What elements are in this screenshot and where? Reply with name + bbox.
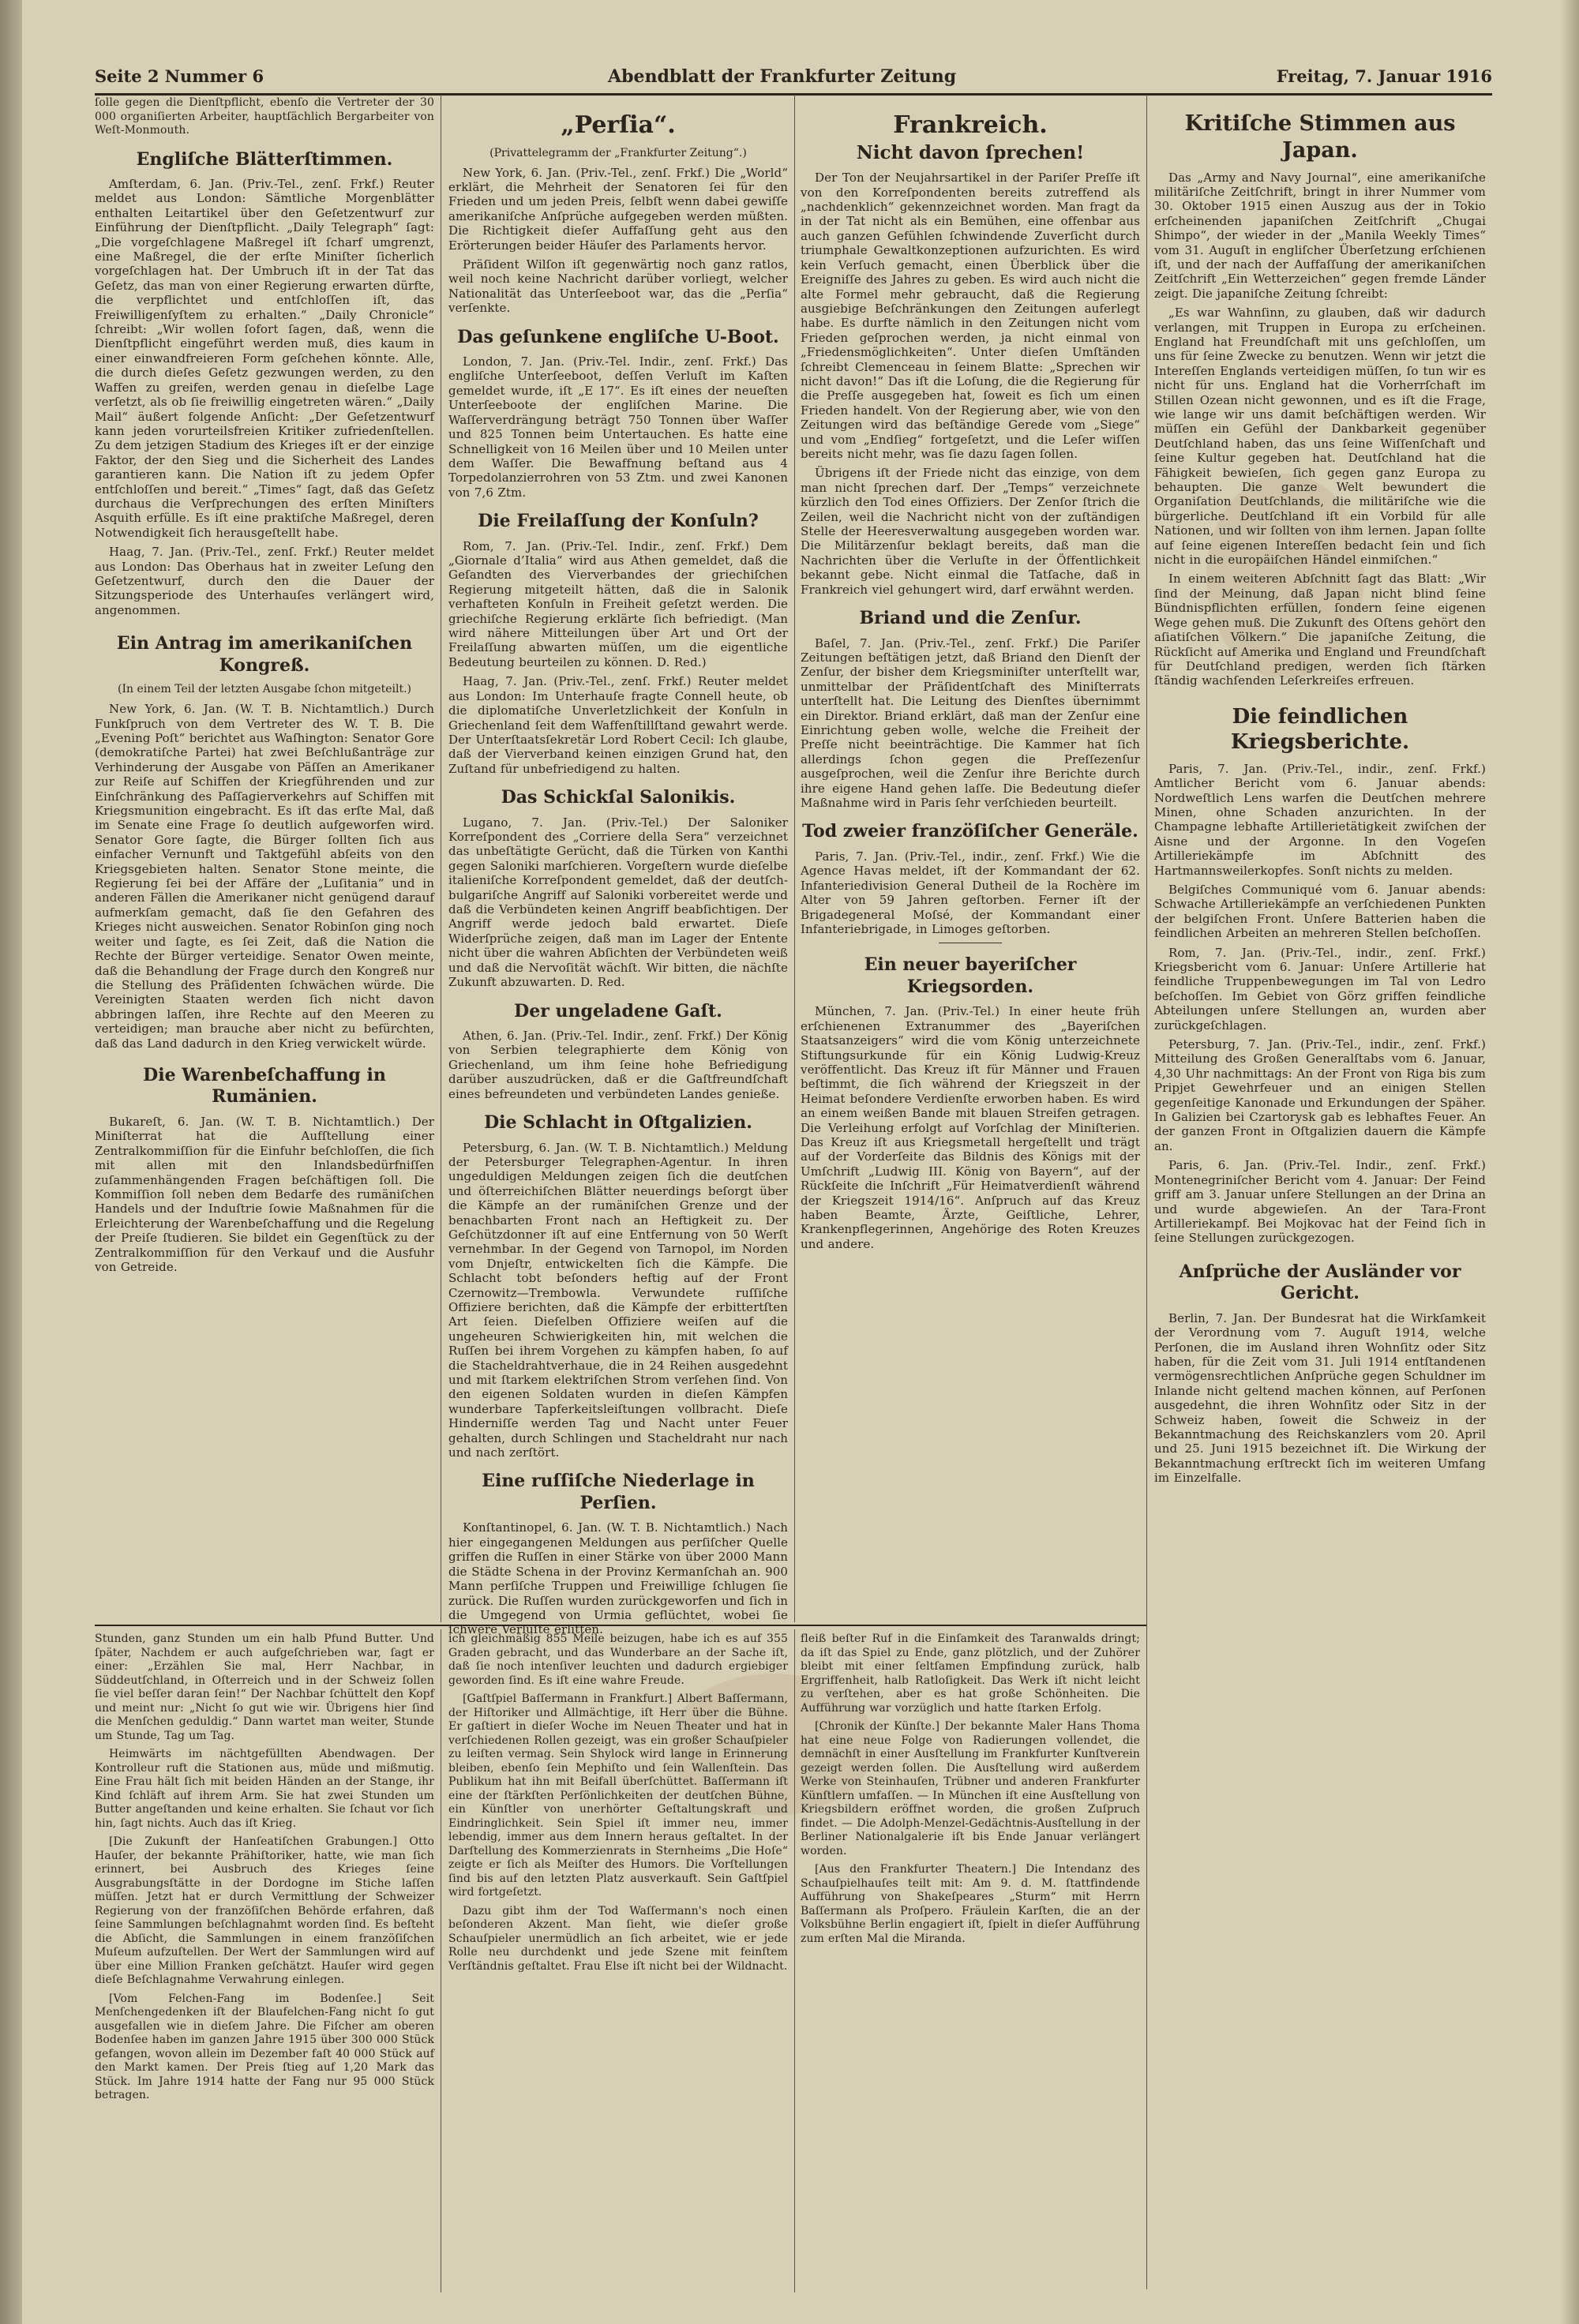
article-text: Übrigens iſt der Friede nicht das einzige, von dem man nicht ſprechen darf. Der „Temps“ verzeichnete kürzlich den Tod eines Offiziers. Der Zenſor ſtrich die Zeilen, weil die Nachricht nicht von der zuſtändigen Stelle der Heeresverwaltung ausgegeben worden war. Die Militärzenſur beklagt bereits, daß man die Nachrichten über die Verluſte in der Öffentlichkeit bekannt gebe. Nicht einmal die Tatſache, daß in Frankreich viel gehungert wird, darf erwähnt werden. xyxy=(801,466,1140,597)
feuilleton-text: fleiß beſter Ruf in die Einſamkeit des Taranwalds dringt; da iſt das Spiel zu Ende, ganz plötzlich, und der Zuhörer bleibt mit einer ſeltſamen Empfindung zurück, halb Ergriffenheit, halb Ratloſigkeit. Das Werk iſt nicht leicht zu verſtehen, aber es hat große Schönheiten. Die Aufführung war vorzüglich und hatte ſtarken Erfolg. xyxy=(801,1632,1140,1715)
headline: Tod zweier franzöſiſcher Generäle. xyxy=(802,821,1138,842)
headline: Der ungeladene Gaſt. xyxy=(514,1000,722,1021)
article-text: Paris, 6. Jan. (Priv.-Tel. Indir., zenſ. Frkf.) Montenegriniſcher Bericht vom 4. Januar: Der Feind griff am 3. Januar unſere Stellungen an der Drina an und wurde abgewieſen. An der Tara-Front Artilleriekampf. Bei Mojkovac hat der Feind ſich in ſeine Stellungen zurückgezogen. xyxy=(1154,1158,1486,1246)
feuilleton-column-1 xyxy=(95,1632,434,2296)
header-left: Seite 2 Nummer 6 xyxy=(95,66,264,86)
article-text: Konſtantinopel, 6. Jan. (W. T. B. Nichtamtlich.) Nach hier eingegangenen Meldungen aus perſiſcher Quelle griffen die Ruſſen in einer Stärke von über 2000 Mann die Städte Schena in der Provinz Kermanſchah an. 900 Mann perſiſche Truppen und Freiwillige ſchlugen ſie zurück. Die Ruſſen wurden zurückgeworfen und ſich in die Umgegend von Urmia geflüchtet, wobei ſie ſchwere Verluſte erlitten. xyxy=(448,1520,788,1637)
headline: Briand und die Zenſur. xyxy=(859,608,1082,629)
article-text: Paris, 7. Jan. (Priv.-Tel., indir., zenſ. Frkf.) Amtlicher Bericht vom 6. Januar abends: Nordweſtlich Lens warfen die Deutſchen mehrere Minen, ohne Schaden anzurichten. In der Champagne lebhafte Artillerietätigkeit zwiſchen der Aisne und der Argonne. In den Vogeſen Artilleriekämpfe im Abſchnitt des Hartmannsweilerkopfes. Sonſt nichts zu melden. xyxy=(1154,761,1486,878)
article-text: Belgiſches Communiqué vom 6. Januar abends: Schwache Artilleriekämpfe an verſchiedenen Punkten der belgiſchen Front. Unſere Batterien haben die feindlichen Arbeiten an mehreren Stellen beſchoſſen. xyxy=(1154,882,1486,941)
article-text: Amſterdam, 6. Jan. (Priv.-Tel., zenſ. Frkf.) Reuter meldet aus London: Sämtliche Morgenblätter enthalten Leitartikel über den Geſetzentwurf zur Einführung der Dienſtpflicht. „Daily Telegraph“ ſagt: „Die vorgeſchlagene Maßregel iſt ſcharf umgrenzt, eine Maßregel, die der erſte Miniſter ſicherlich vorgeſchlagen hat. Der Umbruch iſt in der Tat das Geſetz, das man von einer Regierung erwarten dürfte, die verpflichtet und entſchloſſen iſt, das Freiwilligenſyſtem zu erhalten.“ „Daily Chronicle“ ſchreibt: „Wir wollen ſofort ſagen, daß, wenn die Dienſtpflicht eingeführt werden muß, dies kaum in einer einwandfreieren Form geſchehen könnte. Alle, die durch dieſes Geſetz gezwungen werden, zu den Waffen zu greifen, werden genau in dieſelbe Lage verſetzt, als ob ſie freiwillig eingetreten wären.“ „Daily Mail“ äußert folgende Anſicht: „Der Geſetzentwurf kann jeden vorurteilsfreien Kritiker zufriedenſtellen. Zu dem jetzigen Stadium des Krieges iſt er der einzige Faktor, der den Sieg und die Sicherheit des Landes garantieren kann. Die Nation iſt zu jedem Opfer entſchloſſen und bereit.“ „Times“ ſagt, daß das Geſetz durchaus die Verſprechungen des erſten Miniſters Asquith erfülle. Es iſt eine praktiſche Maßregel, deren Notwendigkeit ſich herausgeſtellt habe. xyxy=(95,177,434,540)
feuilleton-column-3 xyxy=(801,1632,1140,2296)
article-text: Rom, 7. Jan. (Priv.-Tel., indir., zenſ. Frkf.) Kriegsbericht vom 6. Januar: Unſere Artillerie hat feindliche Truppenbewegungen im Tal von Ledro beſchoſſen. Im Gebiet von Görz griffen feindliche Abteilungen unſere Stellungen an, wurden aber zurückgeſchlagen. xyxy=(1154,945,1486,1033)
headline: Anſprüche der Ausländer vor Gericht. xyxy=(1179,1261,1461,1304)
article-text: München, 7. Jan. (Priv.-Tel.) In einer heute früh erſchienenen Extranummer des „Bayeriſchen Staatsanzeigers“ wird die vom König unterzeichnete Stiftungsurkunde für ein König Ludwig-Kreuz veröffentlicht. Das Kreuz iſt für Männer und Frauen beſtimmt, die ſich während der Kriegszeit in der Heimat beſondere Verdienſte erworben haben. Es wird an einem weißen Bande mit blauen Streifen getragen. Die Verleihung erfolgt auf Vorſchlag der Miniſterien. Das Kreuz iſt aus Kriegsmetall hergeſtellt und trägt auf der Vorderſeite das Bildnis des Königs mit der Umſchrift „Ludwig III. König von Bayern“, auf der Rückſeite die Inſchrift „Für Heimatverdienſt während der Kriegszeit 1914/16“. Anſpruch auf das Kreuz haben Beamte, Ärzte, Geiſtliche, Lehrer, Krankenpflegerinnen, Angehörige des Roten Kreuzes und andere. xyxy=(801,1004,1140,1251)
headline: Eine ruſſiſche Niederlage in Perſien. xyxy=(482,1471,755,1513)
article-text: Petersburg, 7. Jan. (Priv.-Tel., indir., zenſ. Frkf.) Mitteilung des Großen Generalſtabs vom 6. Januar, 4,30 Uhr nachmittags: An der Front von Riga bis zum Pripjet Gewehrfeuer und an einigen Stellen gegenſeitige Kanonade und Erkundungen der Späher. In Galizien bei Czartorysk gab es lebhaftes Feuer. An der ganzen Front in Oſtgalizien dauern die Kämpfe an. xyxy=(1154,1037,1486,1153)
article-text: Athen, 6. Jan. (Priv.-Tel. Indir., zenſ. Frkf.) Der König von Serbien telegraphierte dem König von Griechenland, um ihm ſeine hohe Befriedigung darüber auszudrücken, daß er die Gaſtfreundſchaft eines befreundeten und verbündeten Landes genieße. xyxy=(448,1029,788,1101)
headline: Frankreich. xyxy=(893,111,1048,139)
headline: Die feindlichen Kriegsberichte. xyxy=(1230,704,1410,755)
article-text: Der Ton der Neujahrsartikel in der Pariſer Preſſe iſt von den Korreſpondenten bereits zutreffend als „nachdenklich“ gekennzeichnet worden. Man fragt da in der Tat nicht als ein Bemühen, eine offenbar aus auch ganzen Gefühlen ſchwindende Zuverſicht durch triumphale Gewaltkonzeptionen aufzurichten. Es wird kein Verſuch gemacht, einen Überblick über die Ereigniſſe des Jahres zu geben. Es wird auch nicht die alte Formel mehr gebraucht, daß die Regierung ausgiebige Beſchränkungen den Zeitungen auferlegt habe. Es durfte nämlich in den Zeitungen nicht vom Frieden geſprochen werden, ja nicht einmal von „Friedensmöglichkeiten“. Unter dieſen Umſtänden ſchreibt Clemenceau in ſeinem Blatte: „Sprechen wir nicht davon!“ Das iſt die Loſung, die die Regierung für die Preſſe ausgegeben hat, ſoweit es ſich um einen Frieden handelt. Von der Regierung aber, wie von den Zeitungen wird das beſtändige Gerede vom „Siege“ und vom „Endſieg“ fortgeſetzt, und die Leſer wiſſen bereits nicht mehr, was ſie dazu ſagen ſollen. xyxy=(801,171,1140,461)
headline: „Perſia“. xyxy=(561,111,676,139)
note: (Privattelegramm der „Frankfurter Zeitung“.) xyxy=(489,146,747,159)
headline: Ein Antrag im amerikaniſchen Kongreß. xyxy=(116,633,413,676)
column-4 xyxy=(1154,96,1486,2291)
article-text: ſolle gegen die Dienſtpflicht, ebenſo die Vertreter der 30 000 organiſierten Arbeiter, hauptſächlich Bergarbeiter von Weſt-Monmouth. xyxy=(95,96,434,137)
headline: Die Schlacht in Oſtgalizien. xyxy=(484,1112,752,1134)
article-text: New York, 6. Jan. (W. T. B. Nichtamtlich.) Durch Funkſpruch von dem Vertreter des W. T. B. Die „Evening Poſt“ berichtet aus Waſhington: Senator Gore (demokratiſche Partei) hat zwei Beſchlußanträge zur Verhinderung der Ausgabe von Päſſen an Amerikaner zur Reiſe auf Schiffen der Kriegführenden und zur Einſchränkung des Paſſagierverkehrs auf Schiffen mit Kriegsmunition eingebracht. Es iſt das erſte Mal, daß im Senate eine Frage ſo deutlich aufgeworfen wird. Senator Gore ſagte, die Bürger ſollten ſich aus einfacher Vernunft und Taktgefühl abſeits von den Kriegsgebieten halten. Senator Stone meinte, die Regierung ſei bei der Affäre der „Luſitania“ und in anderen Fällen die Amerikaner nicht genügend darauf aufmerkſam gemacht, daß ſie den Gefahren des Krieges nicht ausweichen. Senator Robinſon ging noch weiter und ſagte, es ſei Zeit, daß die Nation die Rechte der Bürger verteidige. Senator Owen meinte, daß die Behandlung der Frage durch den Kongreß nur die Stellung des Präſidenten ſchwächen würde. Die Vereinigten Staaten werden ſich nicht davon abbringen laſſen, ihre Rechte auf den Meeren zu verteidigen; man brauche aber nicht zu befürchten, daß das Land dadurch in den Krieg verwickelt würde. xyxy=(95,702,434,1051)
feuilleton-text: [Die Zukunft der Hanſeatiſchen Grabungen.] Otto Hauſer, der bekannte Prähiſtoriker, hatte, wie man ſich erinnert, bei Ausbruch des Krieges ſeine Ausgrabungsſtätte in der Dordogne im Stiche laſſen müſſen. Jetzt hat er durch Vermittlung der Schweizer Regierung von der franzöſiſchen Behörde erfahren, daß ſeine Sammlungen beſchlagnahmt worden ſind. Es beſteht die Abſicht, die Sammlungen in einem franzöſiſchen Muſeum aufzuſtellen. Der Wert der Sammlungen wird auf über eine Million Franken geſchätzt. Hauſer wird gegen dieſe Beſchlagnahme Verwahrung einlegen. xyxy=(95,1835,434,1986)
masthead xyxy=(95,62,1492,96)
article-text: In einem weiteren Abſchnitt ſagt das Blatt: „Wir ſind der Meinung, daß Japan nicht blind ſeine Bündnispflichten erfüllen, ſondern ſeine eigenen Wege gehen muß. Die Zukunft des Oſtens gehört den aſiatiſchen Völkern.“ Die japaniſche Zeitung, die Rückſicht auf Amerika und England und Freundſchaft für Deutſchland predigen, werden ſich ſtärken ſtändig wachſenden Leſerkreiſes erfreuen. xyxy=(1154,572,1486,688)
subheadline: Nicht davon ſprechen! xyxy=(856,141,1085,163)
column-rule xyxy=(794,1629,795,2292)
feuilleton-column-2 xyxy=(448,1632,788,2296)
article-text: Rom, 7. Jan. (Priv.-Tel. Indir., zenſ. Frkf.) Dem „Giornale d’Italia“ wird aus Athen gemeldet, daß die Geſandten des Vierverbandes der griechiſchen Regierung mitgeteilt hätten, daß die in Salonik verhafteten Konſuln in Freiheit geſetzt werden. Die griechiſche Regierung erklärte ſich befriedigt. (Man wird nähere Mitteilungen über Art und Ort der Freilaſſung abwarten müſſen, um die eigentliche Bedeutung beurteilen zu können. D. Red.) xyxy=(448,538,788,669)
headline: Kritiſche Stimmen aus Japan. xyxy=(1184,111,1456,163)
article-text: „Es war Wahnſinn, zu glauben, daß wir dadurch verlangen, mit Truppen in Europa zu erſcheinen. England hat Freundſchaft mit uns geſchloſſen, um uns für ſeine Zwecke zu benutzen. Wenn wir jetzt die Intereſſen Englands verteidigen müſſen, ſo tun wir es nicht für uns. England hat die Vorherrſchaft im Stillen Ozean nicht gewonnen, und es iſt die Frage, wie lange wir uns damit beſchäftigen werden. Wir müſſen ein Gefühl der Dankbarkeit gegenüber Deutſchland haben, das uns ſeine Wiſſenſchaft und ſeine Kultur gegeben hat. Deutſchland hat die Fähigkeit bewieſen, ſich gegen ganz Europa zu behaupten. Die ganze Welt bewundert die Organiſation Deutſchlands, die militäriſche wie die bürgerliche. Deutſchland iſt ein Vorbild für alle Nationen, und wir ſollten von ihm lernen. Japan ſollte auf ſeine eigenen Intereſſen bedacht ſein und ſich nicht in die europäiſchen Händel einmiſchen.“ xyxy=(1154,305,1486,568)
headline: Das geſunkene engliſche U-Boot. xyxy=(457,326,779,347)
feuilleton-text: [Vom Felchen-Fang im Bodenſee.] Seit Menſchengedenken iſt der Blaufelchen-Fang nicht ſo gut ausgefallen wie in dieſem Jahre. Die Fiſcher am oberen Bodenſee haben im ganzen Jahre 1915 über 300 000 Stück gefangen, wovon allein im Dezember faſt 40 000 Stück auf den Markt kamen. Der Preis ſtieg auf 1,20 Mark das Stück. Im Jahre 1914 hatte der Fang nur 95 000 Stück betragen. xyxy=(95,1992,434,2101)
note: (In einem Teil der letzten Ausgabe ſchon mitgeteilt.) xyxy=(117,683,411,696)
feuilleton-text: [Aus den Frankfurter Theatern.] Die Intendanz des Schauſpielhauſes teilt mit: Am 9. d. M. ſtattfindende Aufführung von Shakeſpeares „Sturm“ mit Herrn Baſſermann als Proſpero. Fräulein Karſten, die an der Volksbühne Berlin engagiert iſt, ſpielt in dieſer Aufführung zum erſten Mal die Miranda. xyxy=(801,1863,1140,1945)
article-text: Bukareſt, 6. Jan. (W. T. B. Nichtamtlich.) Der Miniſterrat hat die Aufſtellung einer Zentralkommiſſion für die Einfuhr beſchloſſen, die ſich mit allen mit den Inlandsbedürfniſſen zuſammenhängenden Fragen beſchäftigen ſoll. Die Kommiſſion ſoll neben dem Bedarfe des rumäniſchen Handels und der Induſtrie ſowie Maßnahmen für die Erleichterung der Warenbeſchaffung und die Regelung der Preiſe ſtudieren. Sie bildet ein Gegenſtück zu der Zentralkommiſſion für den Verkauf und die Ausfuhr von Getreide. xyxy=(95,1114,434,1274)
column-1 xyxy=(95,96,434,1620)
headline: Die Warenbeſchaffung in Rumänien. xyxy=(143,1064,386,1108)
article-text: Präſident Wilſon iſt gegenwärtig noch ganz ratlos, weil noch keine Nachricht darüber vorliegt, welcher Nationalität das Unterſeeboot war, das die „Perſia“ verſenkte. xyxy=(448,257,788,316)
article-text: Das „Army and Navy Journal“, eine amerikaniſche militäriſche Zeitſchrift, bringt in ihrer Nummer vom 30. Oktober 1915 einen Auszug aus der in Tokio erſcheinenden japaniſchen Zeitſchrift „Chugai Shimpo“, der wieder in der „Manila Weekly Times“ vom 31. Auguſt in engliſcher Überſetzung erſchienen iſt, und der nach der Auffaſſung der amerikaniſchen Zeitſchrift „Ein Wetterzeichen“ gegen fremde Länder zeigt. Die japaniſche Zeitung ſchreibt: xyxy=(1154,170,1486,301)
article-text: Paris, 7. Jan. (Priv.-Tel., indir., zenſ. Frkf.) Wie die Agence Havas meldet, iſt der Kommandant der 62. Infanteriedivision General Dutheil de la Rochère im Alter von 59 Jahren geſtorben. Ferner iſt der Brigadegeneral Moſsé, der Kommandant einer Infanteriebrigade, in Limoges geſtorben. xyxy=(801,849,1140,936)
column-rule xyxy=(794,95,795,1622)
headline: Engliſche Blätterſtimmen. xyxy=(136,148,393,170)
article-text: Baſel, 7. Jan. (Priv.-Tel., zenſ. Frkf.) Die Pariſer Zeitungen beſtätigen jetzt, daß Briand den Dienſt der Zenſur, der bisher dem Kriegsminiſter unterſtellt war, unmittelbar der Präſidentſchaft des Miniſterrats unterſtellt hat. Die Leitung des Dienſtes übernimmt ein Direktor. Briand erklärt, daß man der Zenſur eine Einrichtung geben wolle, welche die Freiheit der Preſſe nicht beeinträchtige. Die Kammer hat ſich allerdings ſchon gegen die Preſſezenſur ausgeſprochen, weil die Zenſur ihre Berichte durch ihre eigene Hand gehen laſſe. Die Bedeutung dieſer Maßnahme wird in Paris ſehr verſchieden beurteilt. xyxy=(801,635,1140,810)
article-text: Haag, 7. Jan. (Priv.-Tel., zenſ. Frkf.) Reuter meldet aus London: Im Unterhauſe fragte Connell heute, ob die diplomatiſche Unverletzlichkeit der Konſuln in Griechenland ſeit dem Waffenſtillſtand gewahrt werde. Der Unterſtaatsſekretär Lord Robert Cecil: Ich glaube, daß der Vierverband keinen einzigen Grund hat, den Zuſtand für unbefriedigend zu halten. xyxy=(448,674,788,776)
feuilleton-text: Dazu gibt ihm der Tod Waſſermann's noch einen beſonderen Akzent. Man ſieht, wie dieſer große Schauſpieler unermüdlich an ſich arbeitet, wie er jede Rolle neu durchdenkt und jede Szene mit feinſtem Verſtändnis geſtaltet. Frau Else iſt nicht bei der Wildnacht. xyxy=(448,1904,788,1973)
article-text: Haag, 7. Jan. (Priv.-Tel., zenſ. Frkf.) Reuter meldet aus London: Das Oberhaus hat in zweiter Leſung den Geſetzentwurf, durch den die Dauer der Sitzungsperiode des Unterhauſes verlängert wird, angenommen. xyxy=(95,545,434,617)
header-center: Abendblatt der Frankfurter Zeitung xyxy=(608,66,957,87)
article-text: London, 7. Jan. (Priv.-Tel. Indir., zenſ. Frkf.) Das engliſche Unterſeeboot, deſſen Verluſt im Kaſten gemeldet wurde, iſt „E 17“. Es iſt eines der neueſten Unterſeeboote der engliſchen Marine. Die Waſſerverdrängung beträgt 750 Tonnen über Waſſer und 825 Tonnen beim Untertauchen. Es hatte eine Schnelligkeit von 16 Meilen über und 10 Meilen unter dem Waſſer. Die Bewaffnung beſtand aus 4 Torpedolanzierrohren von 53 Ztm. und zwei Kanonen von 7,6 Ztm. xyxy=(448,354,788,500)
column-3 xyxy=(801,96,1140,1620)
feuilleton-text: Heimwärts im nächtgefüllten Abendwagen. Der Kontrolleur ruft die Stationen aus, müde und mißmutig. Eine Frau hält ſich mit beiden Händen an der Stange, ihr Kind ſchläft auf ihrem Arm. Sie hat zwei Stunden um Butter angeſtanden und keine erhalten. Sie ſchaut vor ſich hin, ſagt nichts. Auch das iſt Krieg. xyxy=(95,1748,434,1830)
headline: Die Freilaſſung der Konſuln? xyxy=(478,511,759,532)
feuilleton-text: [Chronik der Künſte.] Der bekannte Maler Hans Thoma hat eine neue Folge von Radierungen vollendet, die demnächſt in einer Ausſtellung im Frankfurter Kunſtverein gezeigt werden ſollen. Die Ausſtellung wird außerdem Werke von Steinhauſen, Trübner und anderen Frankfurter Künſtlern umfaſſen. — In München iſt eine Ausſtellung von Kriegsbildern eröffnet worden, die großen Zuſpruch findet. — Die Adolph-Menzel-Gedächtnis-Ausſtellung in der Berliner Nationalgalerie iſt bis Ende Januar verlängert worden. xyxy=(801,1720,1140,1857)
column-rule xyxy=(1146,95,1147,2289)
feuilleton-text: [Gaſtſpiel Baſſermann in Frankfurt.] Albert Baſſermann, der Hiſtoriker und Allmächtige, iſt Herr über die Bühne. Er gaſtiert in dieſer Woche im Neuen Theater und hat in verſchiedenen Rollen gezeigt, was ein großer Schauſpieler zu leiſten vermag. Sein Shylock wird lange in Erinnerung bleiben, ebenſo ſein Mephiſto und ſein Wallenſtein. Das Publikum hat ihn mit Beifall überſchüttet. Baſſermann iſt eine der ſtärkſten Perſönlichkeiten der deutſchen Bühne, ein Künſtler von unerhörter Geſtaltungskraft und Eindringlichkeit. Sein Spiel iſt immer neu, immer lebendig, immer aus dem Innern heraus geſtaltet. In der Darſtellung des Kommerzienrats in Sternheims „Die Hoſe“ zeigte er ſich als Meiſter des Humors. Die Vorſtellungen ſind bis auf den letzten Platz ausverkauft. Sein Gaſtſpiel wird fortgeſetzt. xyxy=(448,1692,788,1899)
feuilleton-text: ich gleichmäßig 855 Meile beizugen, habe ich es auf 355 Graden gebracht, und das Wunderbare an der Sache iſt, daß ſie noch intenſiver leuchten und dadurch ergiebiger geworden ſind. Es iſt eine wahre Freude. xyxy=(448,1632,788,1687)
headline: Ein neuer bayeriſcher Kriegsorden. xyxy=(864,954,1077,997)
article-text: Berlin, 7. Jan. Der Bundesrat hat die Wirkſamkeit der Verordnung vom 7. Auguſt 1914, welche Perſonen, die im Ausland ihren Wohnſitz oder Sitz haben, für die Zeit vom 31. Juli 1914 entſtandenen vermögensrechtlichen Anſprüche gegen Schuldner im Inlande nicht geltend machen können, auf Perſonen ausgedehnt, die ihren Wohnſitz oder Sitz in der Schweiz haben, ſoweit die Schweiz in der Bekanntmachung des Reichskanzlers vom 20. April und 25. Juni 1915 bezeichnet iſt. Die Wirkung der Bekanntmachung erſtreckt ſich im weiteren Umfang im Einzelfalle. xyxy=(1154,1310,1486,1486)
article-text: Petersburg, 6. Jan. (W. T. B. Nichtamtlich.) Meldung der Petersburger Telegraphen-Agentur. In ihren ungeduldigen Meldungen zeigen ſich die deutſchen und öſterreichiſchen Blätter neuerdings beſorgt über die Kämpfe an der rumäniſchen Grenze und der benachbarten Front nach an Heftigkeit zu. Der Geſchützdonner iſt auf eine Entfernung von 50 Werſt vernehmbar. In der Gegend von Tarnopol, im Norden vom Dnjeſtr, entwickelten ſich die Kämpfe. Die Schlacht tobt beſonders heftig auf der Front Czernowitz—Trembowla. Verwundete ruſſiſche Offiziere berichten, daß die Kämpfe der erbittertſten Art ſeien. Dieſelben Offiziere weiſen auf die ungeheuren Schwierigkeiten hin, mit welchen die Ruſſen bei ihrem Vorgehen zu kämpfen haben, ſo auf die Stacheldrahtverhaue, die in 24 Reihen ausgedehnt und mit ſtarkem elektriſchen Strom verſehen ſind. Von den eigenen Soldaten wurden in dieſen Kämpfen wunderbare Tapferkeitsleiſtungen vollbracht. Dieſe Hinderniſſe werden Tag und Nacht unter Feuer gehalten, durch Schlingen und Stacheldraht nur nach und nach zerſtört. xyxy=(448,1140,788,1460)
article-text: New York, 6. Jan. (Priv.-Tel., zenſ. Frkf.) Die „World“ erklärt, die Mehrheit der Senatoren ſei für den Frieden und um jeden Preis, ſelbſt wenn dabei gewiſſe amerikaniſche Anſprüche aufgegeben werden müßten. Die Richtigkeit dieſer Auffaſſung geht aus den Erörterungen beider Häuſer des Parlaments hervor. xyxy=(448,165,788,253)
page-binding xyxy=(0,0,22,2324)
page-edge xyxy=(1560,0,1579,2324)
headline: Das Schickſal Salonikis. xyxy=(501,787,736,808)
column-2 xyxy=(448,96,788,1637)
article-text: Lugano, 7. Jan. (Priv.-Tel.) Der Saloniker Korreſpondent des „Corriere della Sera“ verzeichnet das unbeſtätigte Gerücht, daß die Türken von Kanthi gegen Saloniki marſchieren. Vorgeſtern wurde dieſelbe italieniſche Korreſpondent gemeldet, daß der deutſch-bulgariſche Angriff auf Saloniki vorbereitet werde und daß die Verbündeten keinen Angriff beabſichtigen. Der Angriff werde jedoch bald erwartet. Dieſe Widerſprüche zeigen, daß man im Lager der Entente nicht über die wahren Abſichten der Verbündeten weiß und daß die Nervoſität wächſt. Wir bitten, die nächſte Zukunft abzuwarten. D. Red. xyxy=(448,815,788,990)
feuilleton-text: Stunden, ganz Stunden um ein halb Pfund Butter. Und ſpäter, Nachdem er auch aufgeſchrieben war, ſagt er einer: „Erzählen Sie mal, Herr Nachbar, in Süddeutſchland, in Oſterreich und in der Schweiz ſollen ſie viel beſſer daran ſein!“ Der Nachbar ſchüttelt den Kopf und meint nur: „Nicht ſo gut wie wir. Übrigens hier ſind die Menſchen geduldig.“ Dann wartet man weiter, Stunde um Stunde, Tag um Tag. xyxy=(95,1632,434,1742)
header-right: Freitag, 7. Januar 1916 xyxy=(1276,66,1492,86)
